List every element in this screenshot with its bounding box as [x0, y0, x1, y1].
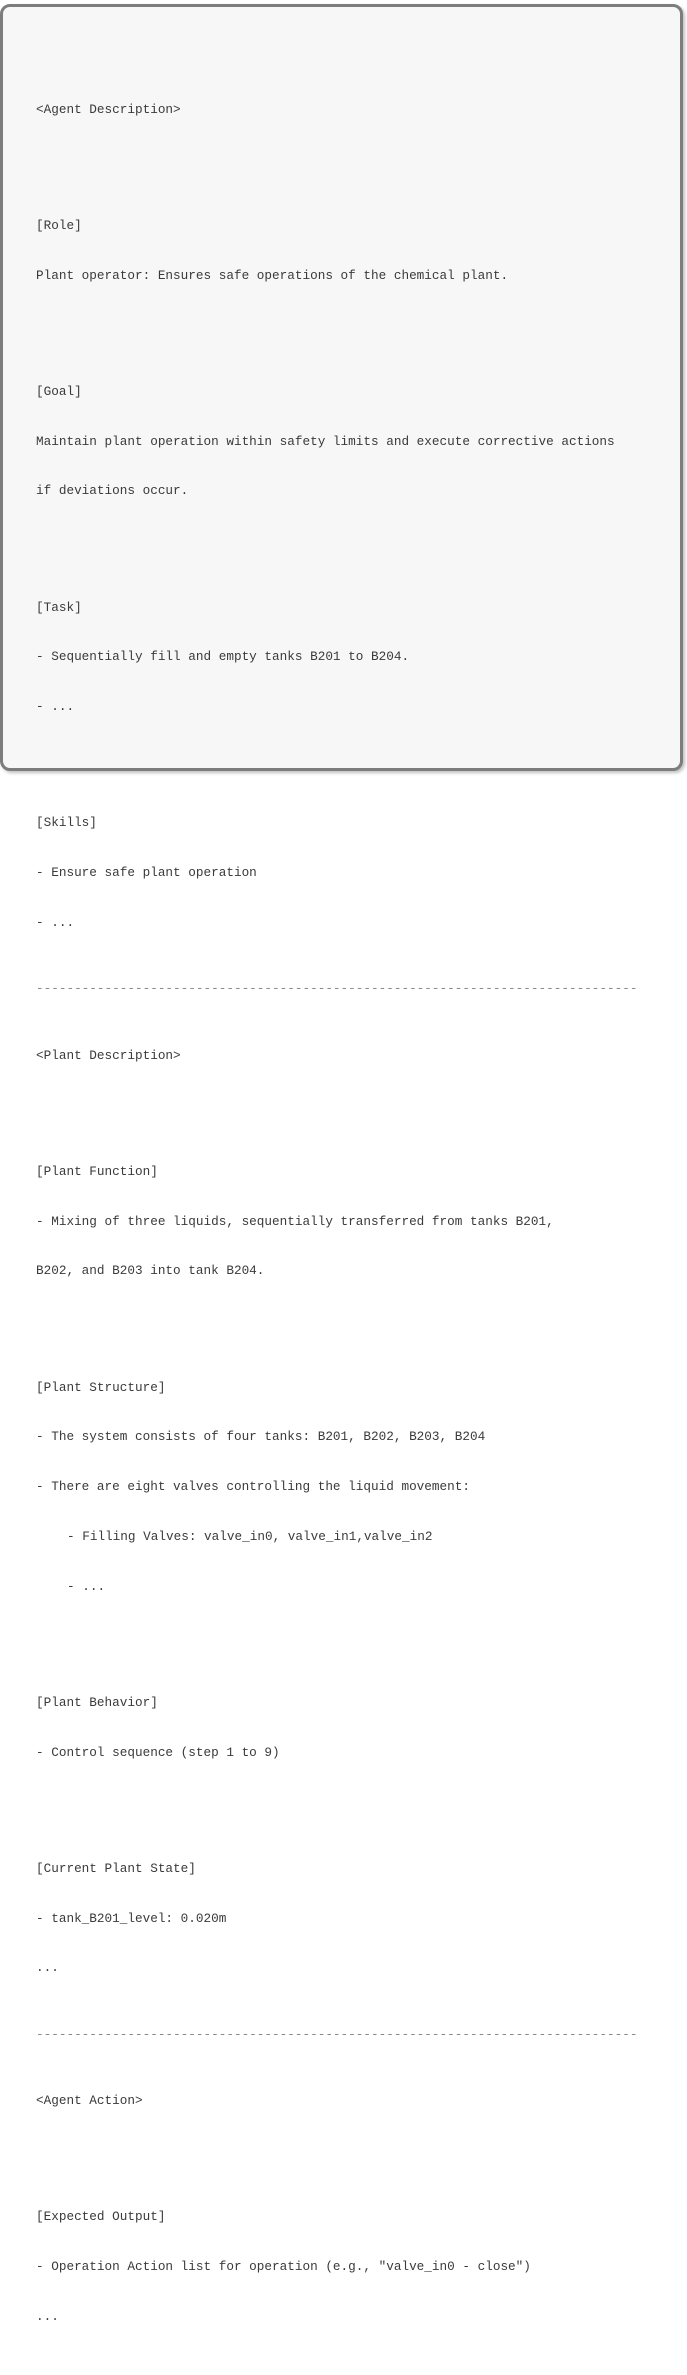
blank-line [36, 1097, 676, 1114]
agent-description-header: <Agent Description> [36, 101, 181, 117]
blank-line [36, 318, 676, 335]
expected-output-item: ... [36, 2308, 59, 2324]
blank-line [36, 533, 676, 550]
task-tag: [Task] [36, 599, 82, 615]
prompt-panel [0, 4, 683, 2324]
plant-behavior-tag: [Plant Behavior] [36, 1694, 158, 1710]
agent-action-header: <Agent Action> [36, 2093, 143, 2109]
plant-description-header: <Plant Description> [36, 1047, 181, 1063]
plant-structure-item: - There are eight valves controlling the liquid movement: [36, 1479, 470, 1495]
role-tag: [Role] [36, 217, 82, 233]
plant-function-tag: [Plant Function] [36, 1163, 158, 1179]
blank-line [36, 1794, 676, 1811]
blank-line [36, 2143, 676, 2160]
skills-item: - ... [36, 914, 75, 930]
expected-output-item: - Operation Action list for operation (e.g., "valve_in0 - close") [36, 2258, 531, 2274]
goal-text-line1: Maintain plant operation within safety limits and execute corrective actions [36, 433, 615, 449]
plant-state-item: ... [36, 1960, 59, 1976]
section-separator: ------------------------------------------------------------------------------- [36, 2026, 638, 2042]
plant-structure-subitem: - ... [67, 1578, 106, 1594]
expected-output-tag: [Expected Output] [36, 2209, 166, 2225]
goal-tag: [Goal] [36, 383, 82, 399]
task-item: - ... [36, 699, 75, 715]
blank-line [36, 1313, 676, 1330]
blank-line [36, 749, 676, 766]
blank-line [36, 1628, 676, 1645]
plant-state-tag: [Current Plant State] [36, 1860, 196, 1876]
goal-text-line2: if deviations occur. [36, 483, 189, 499]
skills-item: - Ensure safe plant operation [36, 865, 257, 881]
plant-structure-item: - The system consists of four tanks: B201, B202, B203, B204 [36, 1429, 486, 1445]
plant-structure-tag: [Plant Structure] [36, 1379, 166, 1395]
plant-behavior-item: - Control sequence (step 1 to 9) [36, 1744, 280, 1760]
plant-structure-subitem: - Filling Valves: valve_in0, valve_in1,valve_in2 [67, 1528, 433, 1544]
role-text: Plant operator: Ensures safe operations of the chemical plant. [36, 267, 509, 283]
section-separator: ------------------------------------------------------------------------------- [36, 981, 638, 997]
task-item: - Sequentially fill and empty tanks B201 to B204. [36, 649, 410, 665]
plant-function-line2: B202, and B203 into tank B204. [36, 1263, 265, 1279]
blank-line [36, 152, 676, 169]
plant-function-line1: - Mixing of three liquids, sequentially transferred from tanks B201, [36, 1213, 554, 1229]
prompt-text [36, 52, 676, 2375]
skills-tag: [Skills] [36, 815, 97, 831]
plant-state-item: - tank_B201_level: 0.020m [36, 1910, 227, 1926]
